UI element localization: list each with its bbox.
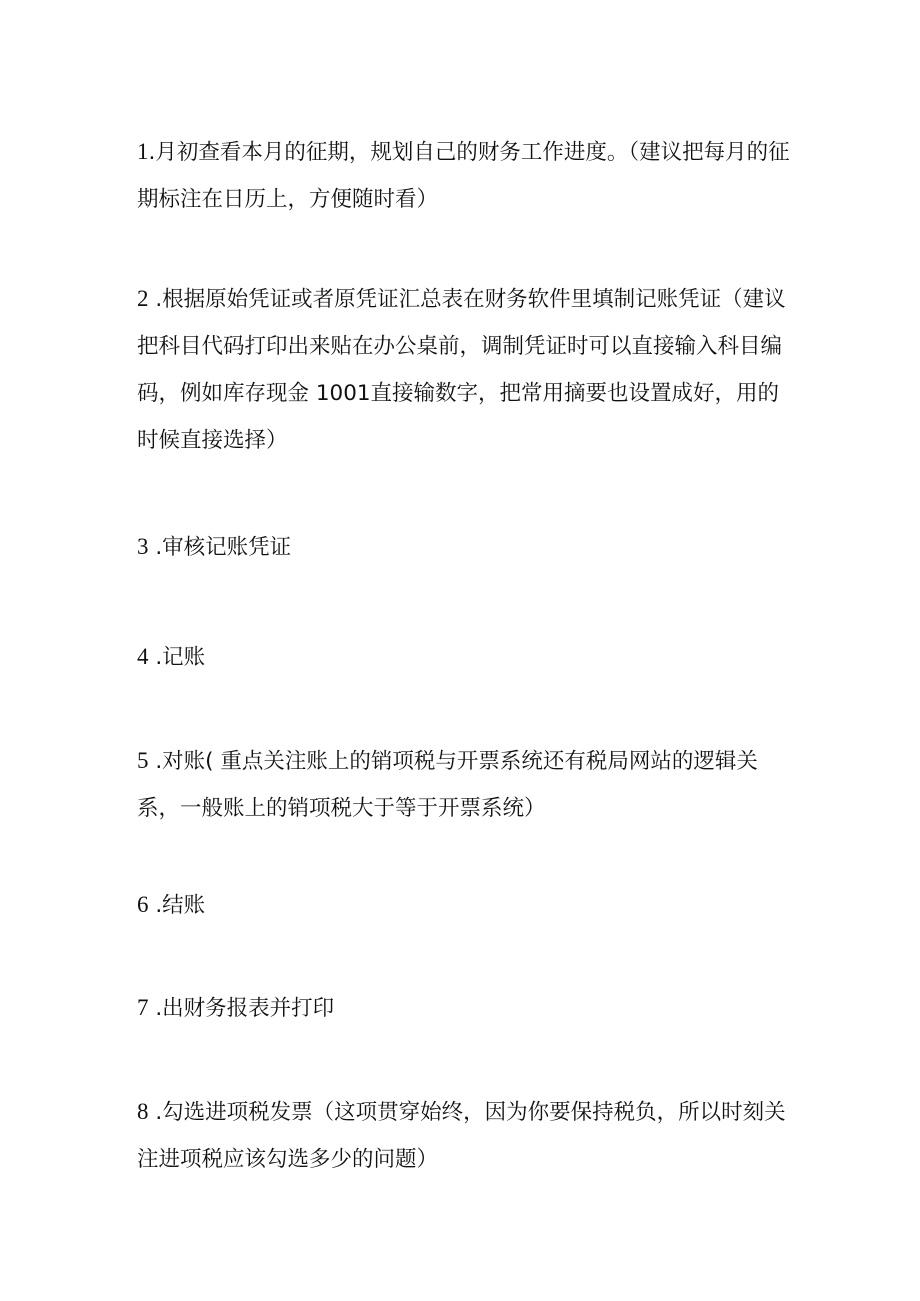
step-4-number: 4 (137, 644, 149, 669)
step-4-text: .记账 (148, 645, 206, 670)
step-3-number: 3 (137, 534, 149, 559)
step-7-text: .出财务报表并打印 (148, 996, 335, 1021)
step-5-paragraph (137, 737, 793, 832)
step-5-number: 5 (137, 748, 149, 773)
step-8-text: .勾选进项税发票（这项贯穿始终，因为你要保持税负，所以时刻关注进项税应该勾选多少的问题） (137, 1100, 786, 1172)
step-3-paragraph (137, 523, 793, 571)
step-4-paragraph (137, 633, 793, 681)
step-8-number: 8 (137, 1099, 149, 1124)
step-7-number: 7 (137, 995, 149, 1020)
step-1-paragraph (137, 128, 793, 223)
step-3-text: .审核记账凭证 (148, 535, 292, 560)
step-6-paragraph (137, 881, 793, 929)
step-2-paragraph (137, 275, 793, 464)
step-2-text: .根据原始凭证或者原凭证汇总表在财务软件里填制记账凭证（建议把科目代码打印出来贴在办公桌前，调制凭证时可以直接输入科目编码，例如库存现金 1001直接输数字，把常用摘要也设置成好，用的时候直接选择） (137, 287, 786, 453)
step-1-number: 1 (137, 139, 149, 164)
step-6-number: 6 (137, 892, 149, 917)
step-2-number: 2 (137, 286, 149, 311)
step-6-text: .结账 (148, 893, 206, 918)
step-5-text: .对账( 重点关注账上的销项税与开票系统还有税局网站的逻辑关系，一般账上的销项税大于等于开票系统） (137, 749, 758, 821)
step-7-paragraph (137, 984, 793, 1032)
step-1-text: .月初查看本月的征期，规划自己的财务工作进度。（建议把每月的征期标注在日历上，方便随时看） (137, 140, 790, 212)
step-8-paragraph (137, 1088, 793, 1183)
